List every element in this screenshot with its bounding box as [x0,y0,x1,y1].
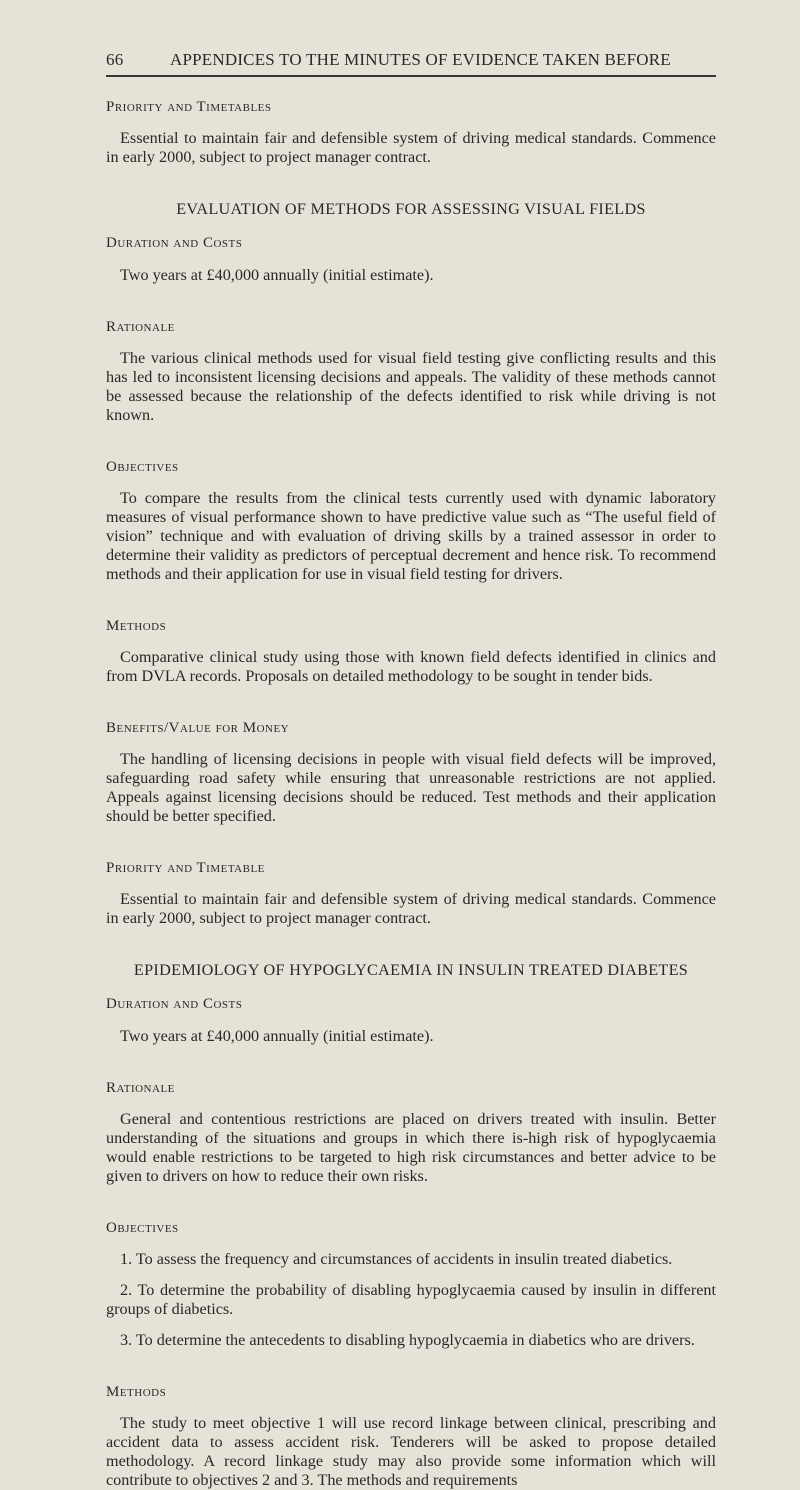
page-number: 66 [106,50,124,69]
duration-text-3: Two years at £40,000 annually (initial estimate). [120,1027,434,1045]
benefits-heading-2: Benefits/Value for Money [106,720,290,736]
header-rule [106,75,716,77]
methods-text-2: Comparative clinical study using those with known field defects identified in clinics and from DVLA records. Proposals on detailed methodology to be sought in tender bids. [106,648,716,685]
priority-heading-2: Priority and Timetable [106,860,265,876]
objectives-text-2: To compare the results from the clinical tests currently used with dynamic laboratory measures of visual performance shown to have predictive value such as “The useful field of vision” technique and with evaluation of driving skills by a trained assessor in order to determine their validity as predictors of perceptual decrement and hence risk. To recommend methods and their application for use in visual field testing for drivers. [106,489,716,583]
rationale-heading-3: Rationale [106,1080,175,1096]
objective-item-1: 1. To assess the frequency and circumstances of accidents in insulin treated diabetics. [120,1250,673,1268]
rationale-text-2: The various clinical methods used for visual field testing give conflicting results and this has led to inconsistent licensing decisions and appeals. The validity of these methods cannot be assessed because the relationship of the defects identified to risk while driving is not known. [106,349,716,424]
duration-heading-2: Duration and Costs [106,235,243,251]
objectives-heading-2: Objectives [106,459,179,475]
running-header [106,50,726,70]
priority-text-2: Essential to maintain fair and defensible system of driving medical standards. Commence in early 2000, subject to project manager contract. [106,890,716,927]
priority-heading-1: Priority and Timetables [106,99,272,115]
objectives-heading-3: Objectives [106,1220,179,1236]
section-title-visual-fields: EVALUATION OF METHODS FOR ASSESSING VISUAL FIELDS [176,200,646,218]
page-content [106,97,716,1490]
objective-item-2: 2. To determine the probability of disabling hypoglycaemia caused by insulin in different groups of diabetics. [106,1281,716,1318]
methods-text-3: The study to meet objective 1 will use record linkage between clinical, prescribing and accident data to assess accident risk. Tenderers will be asked to propose detailed methodology. A record linkage study may also provide some information which will contribute to objectives 2 and 3. The methods and requirements [106,1414,716,1489]
running-title: APPENDICES TO THE MINUTES OF EVIDENCE TAKEN BEFORE [170,50,671,69]
duration-text-2: Two years at £40,000 annually (initial estimate). [120,266,434,284]
rationale-text-3: General and contentious restrictions are placed on drivers treated with insulin. Better understanding of the situations and groups in which there is-high risk of hypoglycaemia would enable restrictions to be targeted to high risk circumstances and better advice to be given to drivers on how to reduce their own risks. [106,1110,716,1185]
benefits-text-2: The handling of licensing decisions in people with visual field defects will be improved, safeguarding road safety while ensuring that unreasonable restrictions are not applied. Appeals against licensing decisions should be reduced. Test methods and their application should be better specified. [106,750,716,825]
duration-heading-3: Duration and Costs [106,996,243,1012]
section-title-hypoglycaemia: EPIDEMIOLOGY OF HYPOGLYCAEMIA IN INSULIN TREATED DIABETES [133,961,689,979]
priority-text-1: Essential to maintain fair and defensible system of driving medical standards. Commence in early 2000, subject to project manager contract. [106,129,716,166]
methods-heading-2: Methods [106,618,167,634]
methods-heading-3: Methods [106,1384,167,1400]
rationale-heading-2: Rationale [106,319,175,335]
objective-item-3: 3. To determine the antecedents to disabling hypoglycaemia in diabetics who are drivers. [120,1331,695,1349]
